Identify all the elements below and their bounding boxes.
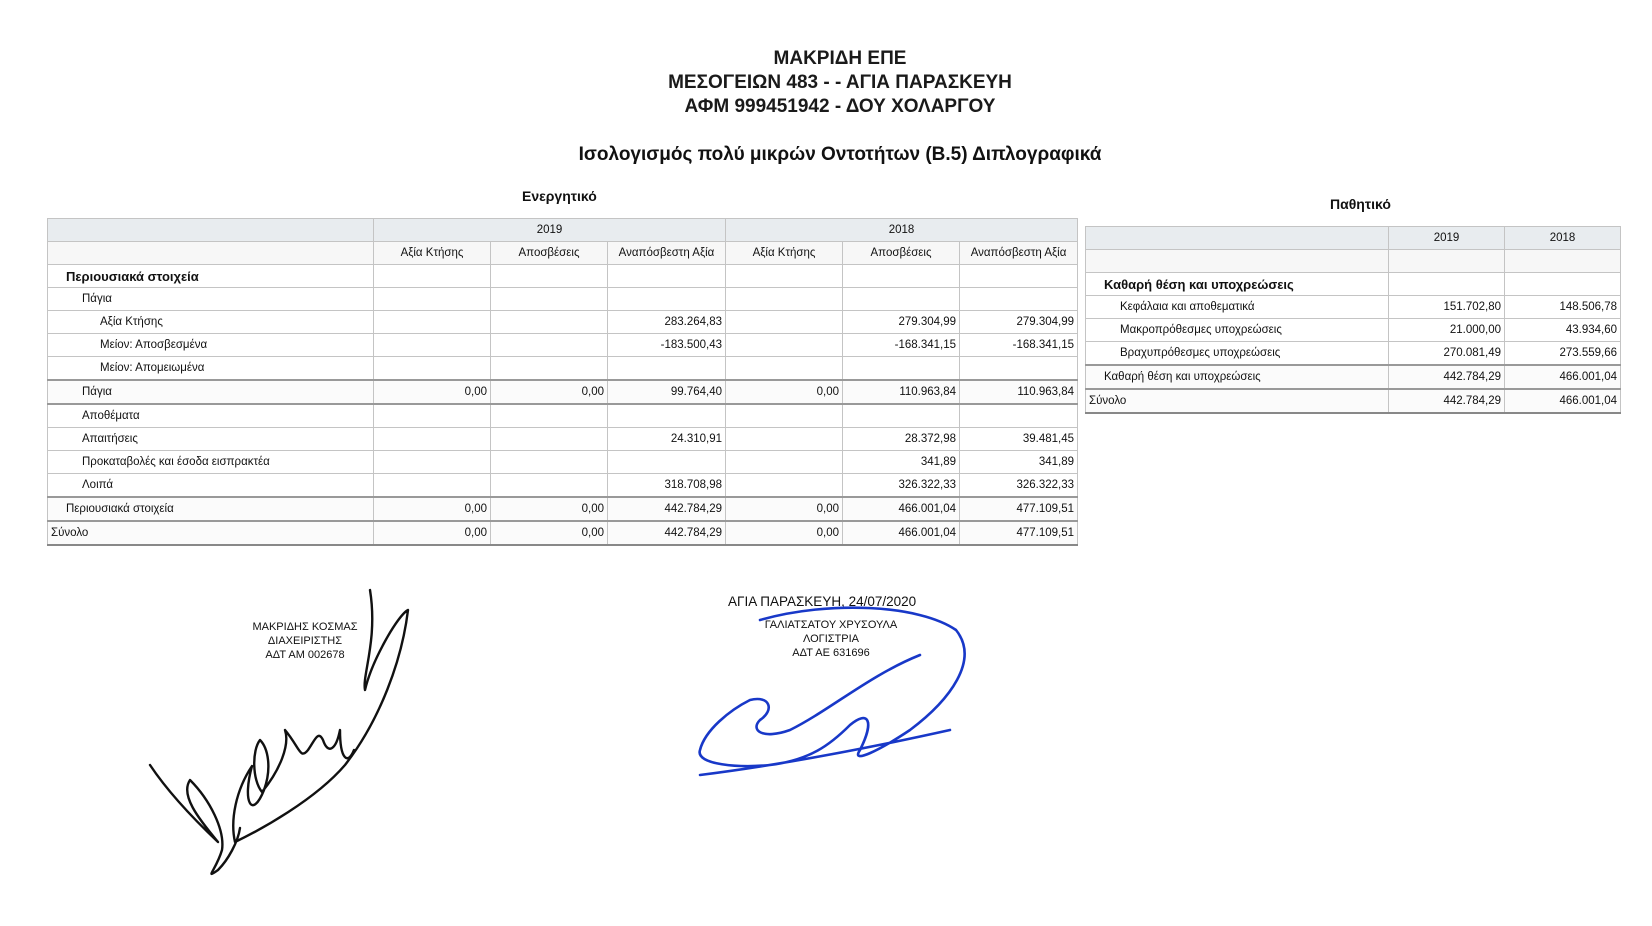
value-cell: 0,00 bbox=[374, 521, 491, 545]
row-label: Περιουσιακά στοιχεία bbox=[48, 497, 374, 521]
value-cell bbox=[491, 311, 608, 334]
value-cell: 442.784,29 bbox=[1389, 365, 1505, 389]
table-row bbox=[48, 334, 1078, 357]
value-cell bbox=[1505, 273, 1621, 296]
col-header: Αναπόσβεστη Αξία bbox=[608, 242, 726, 265]
value-cell bbox=[491, 265, 608, 288]
table-row bbox=[48, 357, 1078, 381]
row-label: Βραχυπρόθεσμες υποχρεώσεις bbox=[1086, 342, 1389, 366]
value-cell bbox=[726, 404, 843, 428]
row-label: Απαιτήσεις bbox=[48, 428, 374, 451]
value-cell bbox=[1389, 273, 1505, 296]
row-label: Μείον: Απομειωμένα bbox=[48, 357, 374, 381]
value-cell: 0,00 bbox=[374, 380, 491, 404]
value-cell bbox=[374, 451, 491, 474]
value-cell: 0,00 bbox=[374, 497, 491, 521]
value-cell bbox=[843, 288, 960, 311]
value-cell: 43.934,60 bbox=[1505, 319, 1621, 342]
table-row bbox=[48, 428, 1078, 451]
value-cell: 99.764,40 bbox=[608, 380, 726, 404]
row-label: Σύνολο bbox=[48, 521, 374, 545]
value-cell: -183.500,43 bbox=[608, 334, 726, 357]
document-title: Ισολογισμός πολύ μικρών Οντοτήτων (Β.5) Διπλογραφικά bbox=[578, 144, 1102, 165]
value-cell bbox=[491, 474, 608, 498]
value-cell: 110.963,84 bbox=[843, 380, 960, 404]
value-cell bbox=[960, 265, 1078, 288]
value-cell: 279.304,99 bbox=[843, 311, 960, 334]
table-row bbox=[1086, 273, 1621, 296]
value-cell bbox=[726, 265, 843, 288]
blank-cell bbox=[1389, 250, 1505, 273]
value-cell: -168.341,15 bbox=[843, 334, 960, 357]
value-cell bbox=[843, 265, 960, 288]
table-row bbox=[1086, 296, 1621, 319]
value-cell: 341,89 bbox=[960, 451, 1078, 474]
value-cell: 341,89 bbox=[843, 451, 960, 474]
row-label: Πάγια bbox=[48, 288, 374, 311]
value-cell bbox=[843, 357, 960, 381]
blank-cell bbox=[48, 219, 374, 242]
value-cell: 0,00 bbox=[491, 521, 608, 545]
blank-cell bbox=[1086, 227, 1389, 250]
value-cell bbox=[726, 288, 843, 311]
value-cell: 326.322,33 bbox=[843, 474, 960, 498]
row-label: Καθαρή θέση και υποχρεώσεις bbox=[1086, 273, 1389, 296]
value-cell bbox=[374, 474, 491, 498]
col-header: Αξία Κτήσης bbox=[726, 242, 843, 265]
value-cell bbox=[374, 404, 491, 428]
place-date: ΑΓΙΑ ΠΑΡΑΣΚΕΥΗ, 24/07/2020 bbox=[728, 594, 917, 609]
value-cell: 151.702,80 bbox=[1389, 296, 1505, 319]
year-header-row bbox=[1086, 227, 1621, 250]
year-2018: 2018 bbox=[1505, 227, 1621, 250]
liabilities-caption: Παθητικό bbox=[1330, 196, 1391, 212]
value-cell bbox=[608, 404, 726, 428]
value-cell: 279.304,99 bbox=[960, 311, 1078, 334]
value-cell: 39.481,45 bbox=[960, 428, 1078, 451]
value-cell bbox=[608, 265, 726, 288]
value-cell bbox=[960, 404, 1078, 428]
table-row bbox=[48, 451, 1078, 474]
assets-table bbox=[47, 218, 1078, 546]
value-cell bbox=[491, 357, 608, 381]
col-header: Αξία Κτήσης bbox=[374, 242, 491, 265]
row-label: Μείον: Αποσβεσμένα bbox=[48, 334, 374, 357]
value-cell bbox=[374, 357, 491, 381]
value-cell: 283.264,83 bbox=[608, 311, 726, 334]
table-row bbox=[1086, 365, 1621, 389]
row-label: Πάγια bbox=[48, 380, 374, 404]
value-cell: -168.341,15 bbox=[960, 334, 1078, 357]
value-cell: 466.001,04 bbox=[843, 497, 960, 521]
value-cell: 148.506,78 bbox=[1505, 296, 1621, 319]
table-row bbox=[48, 380, 1078, 404]
company-name: ΜΑΚΡΙΔΗ ΕΠΕ bbox=[773, 48, 907, 69]
assets-caption: Ενεργητικό bbox=[522, 188, 597, 204]
value-cell bbox=[726, 428, 843, 451]
value-cell bbox=[374, 311, 491, 334]
table-row bbox=[48, 288, 1078, 311]
accountant-id: ΑΔΤ ΑΕ 631696 bbox=[792, 647, 870, 659]
value-cell bbox=[843, 404, 960, 428]
value-cell: 0,00 bbox=[491, 497, 608, 521]
row-label: Μακροπρόθεσμες υποχρεώσεις bbox=[1086, 319, 1389, 342]
blank-cell bbox=[48, 242, 374, 265]
value-cell bbox=[374, 334, 491, 357]
manager-role: ΔΙΑΧΕΙΡΙΣΤΗΣ bbox=[267, 635, 343, 647]
row-label: Καθαρή θέση και υποχρεώσεις bbox=[1086, 365, 1389, 389]
value-cell bbox=[726, 474, 843, 498]
value-cell bbox=[726, 334, 843, 357]
row-label: Κεφάλαια και αποθεματικά bbox=[1086, 296, 1389, 319]
value-cell: 326.322,33 bbox=[960, 474, 1078, 498]
value-cell bbox=[960, 357, 1078, 381]
value-cell: 442.784,29 bbox=[1389, 389, 1505, 413]
value-cell: 442.784,29 bbox=[608, 521, 726, 545]
value-cell bbox=[491, 451, 608, 474]
value-cell bbox=[608, 451, 726, 474]
value-cell: 477.109,51 bbox=[960, 497, 1078, 521]
value-cell: 273.559,66 bbox=[1505, 342, 1621, 366]
column-header-row bbox=[48, 242, 1078, 265]
value-cell bbox=[726, 357, 843, 381]
value-cell bbox=[726, 311, 843, 334]
col-header: Αποσβέσεις bbox=[491, 242, 608, 265]
accountant-role: ΛΟΓΙΣΤΡΙΑ bbox=[802, 633, 860, 645]
company-tax-id: ΑΦΜ 999451942 - ΔΟΥ ΧΟΛΑΡΓΟΥ bbox=[684, 96, 996, 117]
manager-id: ΑΔΤ ΑΜ 002678 bbox=[265, 649, 345, 661]
value-cell bbox=[491, 334, 608, 357]
value-cell: 0,00 bbox=[726, 497, 843, 521]
value-cell: 110.963,84 bbox=[960, 380, 1078, 404]
table-row bbox=[48, 497, 1078, 521]
value-cell bbox=[960, 288, 1078, 311]
value-cell: 21.000,00 bbox=[1389, 319, 1505, 342]
row-label: Σύνολο bbox=[1086, 389, 1389, 413]
value-cell bbox=[491, 428, 608, 451]
col-header: Αναπόσβεστη Αξία bbox=[960, 242, 1078, 265]
value-cell: 0,00 bbox=[726, 380, 843, 404]
manager-name: ΜΑΚΡΙΔΗΣ ΚΟΣΜΑΣ bbox=[252, 621, 358, 633]
value-cell bbox=[374, 288, 491, 311]
value-cell: 466.001,04 bbox=[843, 521, 960, 545]
table-row bbox=[1086, 319, 1621, 342]
year-2019: 2019 bbox=[374, 219, 726, 242]
row-label: Περιουσιακά στοιχεία bbox=[48, 265, 374, 288]
value-cell bbox=[608, 357, 726, 381]
table-row bbox=[48, 265, 1078, 288]
blank-cell bbox=[1086, 250, 1389, 273]
value-cell bbox=[608, 288, 726, 311]
row-label: Αποθέματα bbox=[48, 404, 374, 428]
value-cell: 28.372,98 bbox=[843, 428, 960, 451]
table-row bbox=[48, 474, 1078, 498]
value-cell bbox=[374, 428, 491, 451]
value-cell: 318.708,98 bbox=[608, 474, 726, 498]
value-cell bbox=[491, 404, 608, 428]
value-cell bbox=[491, 288, 608, 311]
value-cell: 466.001,04 bbox=[1505, 389, 1621, 413]
value-cell bbox=[374, 265, 491, 288]
table-row bbox=[48, 311, 1078, 334]
value-cell: 270.081,49 bbox=[1389, 342, 1505, 366]
table-row bbox=[1086, 389, 1621, 413]
row-label: Λοιπά bbox=[48, 474, 374, 498]
table-row bbox=[48, 404, 1078, 428]
row-label: Αξία Κτήσης bbox=[48, 311, 374, 334]
year-header-row bbox=[48, 219, 1078, 242]
row-label: Προκαταβολές και έσοδα εισπρακτέα bbox=[48, 451, 374, 474]
value-cell: 0,00 bbox=[491, 380, 608, 404]
manager-handwritten-signature bbox=[140, 580, 460, 910]
column-header-row bbox=[1086, 250, 1621, 273]
year-2019: 2019 bbox=[1389, 227, 1505, 250]
accountant-handwritten-signature bbox=[690, 600, 1010, 800]
table-row bbox=[1086, 342, 1621, 366]
value-cell: 24.310,91 bbox=[608, 428, 726, 451]
accountant-name: ΓΑΛΙΑΤΣΑΤΟΥ ΧΡΥΣΟΥΛΑ bbox=[764, 619, 898, 631]
year-2018: 2018 bbox=[726, 219, 1078, 242]
blank-cell bbox=[1505, 250, 1621, 273]
value-cell: 0,00 bbox=[726, 521, 843, 545]
liabilities-table bbox=[1085, 226, 1621, 414]
value-cell bbox=[726, 451, 843, 474]
col-header: Αποσβέσεις bbox=[843, 242, 960, 265]
value-cell: 442.784,29 bbox=[608, 497, 726, 521]
value-cell: 477.109,51 bbox=[960, 521, 1078, 545]
table-row bbox=[48, 521, 1078, 545]
value-cell: 466.001,04 bbox=[1505, 365, 1621, 389]
company-address: ΜΕΣΟΓΕΙΩΝ 483 - - ΑΓΙΑ ΠΑΡΑΣΚΕΥΗ bbox=[668, 72, 1012, 93]
